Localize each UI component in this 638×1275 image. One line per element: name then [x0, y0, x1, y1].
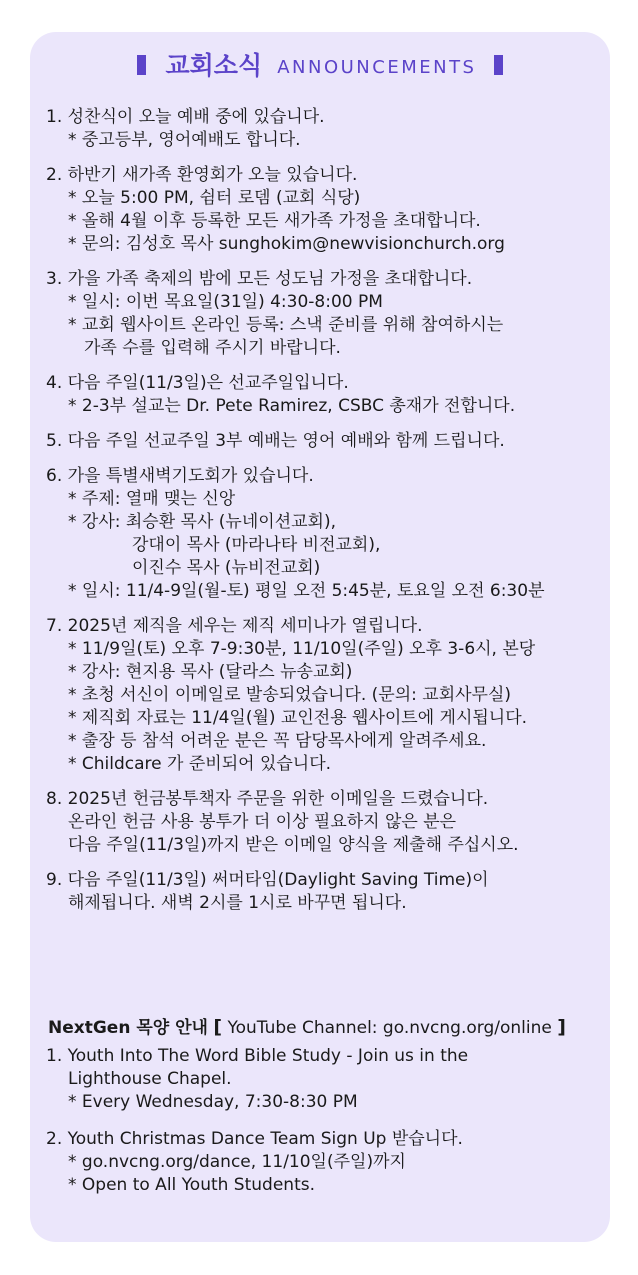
announcement-heading: 9. 다음 주일(11/3일) 써머타임(Daylight Saving Time)이 — [46, 870, 489, 890]
nextgen-item-detail: * Every Wednesday, 7:30-8:30 PM — [68, 1092, 358, 1112]
nextgen-list — [46, 1045, 606, 1211]
section-header — [30, 46, 610, 82]
announcement-detail: * 초청 서신이 이메일로 발송되었습니다. (문의: 교회사무실) — [68, 685, 512, 705]
announcement-detail: * 주제: 열매 맺는 신앙 — [68, 489, 236, 509]
announcement-heading: 8. 2025년 헌금봉투책자 주문을 위한 이메일을 드렸습니다. — [46, 789, 489, 809]
header-bar-right — [494, 55, 503, 75]
announcement-detail-continued: 이진수 목사 (뉴비전교회) — [132, 558, 321, 578]
nextgen-item-detail: * Open to All Youth Students. — [68, 1175, 315, 1195]
announcement-detail: 온라인 헌금 사용 봉투가 더 이상 필요하지 않은 분은 — [68, 812, 457, 832]
announcement-detail: * 제직회 자료는 11/4일(월) 교인전용 웹사이트에 게시됩니다. — [68, 708, 528, 728]
header-title-korean: 교회소식 — [165, 51, 263, 80]
announcement-detail: * Childcare 가 준비되어 있습니다. — [68, 754, 332, 774]
announcement-detail: * 11/9일(토) 오후 7-9:30분, 11/10일(주일) 오후 3-6시, 본당 — [68, 639, 536, 659]
announcement-detail: * 교회 웹사이트 온라인 등록: 스낵 준비를 위해 참여하시는 — [68, 315, 504, 335]
announcement-heading: 6. 가을 특별새벽기도회가 있습니다. — [46, 466, 314, 486]
announcement-detail: * 중고등부, 영어예배도 합니다. — [68, 130, 301, 150]
header-bar-left — [137, 55, 146, 75]
announcement-item — [46, 788, 606, 857]
announcement-heading: 7. 2025년 제직을 세우는 제직 세미나가 열립니다. — [46, 616, 423, 636]
announcement-detail-continued: 가족 수를 입력해 주시기 바랍니다. — [84, 338, 341, 358]
nextgen-heading — [48, 1013, 566, 1038]
announcement-list — [46, 106, 606, 927]
announcement-detail: * 문의: 김성호 목사 sunghokim@newvisionchurch.org — [68, 234, 505, 254]
announcement-detail: * 강사: 현지용 목사 (달라스 뉴송교회) — [68, 662, 353, 682]
announcement-detail: * 강사: 최승환 목사 (뉴네이션교회), — [68, 512, 336, 532]
announcement-detail: * 2-3부 설교는 Dr. Pete Ramirez, CSBC 총재가 전합니다. — [68, 396, 516, 416]
announcement-detail: * 출장 등 참석 어려운 분은 꼭 담당목사에게 알려주세요. — [68, 731, 487, 751]
announcement-heading: 1. 성찬식이 오늘 예배 중에 있습니다. — [46, 107, 325, 127]
header-title-english: ANNOUNCEMENTS — [277, 57, 477, 78]
announcement-item — [46, 268, 606, 360]
nextgen-item-heading: 1. Youth Into The Word Bible Study - Join us in the — [46, 1046, 469, 1066]
announcement-detail: 다음 주일(11/3일)까지 받은 이메일 양식을 제출해 주십시오. — [68, 835, 519, 855]
nextgen-title: NextGen 목양 안내 — [48, 1018, 208, 1038]
announcement-item — [46, 372, 606, 418]
announcement-item — [46, 869, 606, 915]
announcement-detail-continued: 강대이 목사 (마라나타 비전교회), — [132, 535, 381, 555]
announcement-detail: * 일시: 이번 목요일(31일) 4:30-8:00 PM — [68, 292, 383, 312]
bracket-open: [ — [213, 1016, 223, 1038]
announcement-item — [46, 106, 606, 152]
youtube-channel-text: YouTube Channel: go.nvcng.org/online — [227, 1018, 552, 1038]
announcement-heading: 5. 다음 주일 선교주일 3부 예배는 영어 예배와 함께 드립니다. — [46, 431, 505, 451]
announcements-panel — [30, 32, 610, 1242]
announcement-heading: 4. 다음 주일(11/3일)은 선교주일입니다. — [46, 373, 349, 393]
nextgen-item-heading-continued: Lighthouse Chapel. — [68, 1069, 232, 1089]
announcement-detail: * 오늘 5:00 PM, 쉼터 로뎀 (교회 식당) — [68, 188, 361, 208]
nextgen-item — [46, 1045, 606, 1114]
announcement-detail: * 올해 4월 이후 등록한 모든 새가족 가정을 초대합니다. — [68, 211, 481, 231]
nextgen-item — [46, 1128, 606, 1197]
announcement-detail: * 일시: 11/4-9일(월-토) 평일 오전 5:45분, 토요일 오전 6:30분 — [68, 581, 545, 601]
announcement-item — [46, 164, 606, 256]
nextgen-item-detail: * go.nvcng.org/dance, 11/10일(주일)까지 — [68, 1152, 406, 1172]
announcement-item — [46, 465, 606, 603]
announcement-item — [46, 615, 606, 776]
announcement-heading: 3. 가을 가족 축제의 밤에 모든 성도님 가정을 초대합니다. — [46, 269, 473, 289]
nextgen-item-heading: 2. Youth Christmas Dance Team Sign Up 받습니다. — [46, 1129, 463, 1149]
announcement-heading: 2. 하반기 새가족 환영회가 오늘 있습니다. — [46, 165, 358, 185]
announcement-detail: 해제됩니다. 새벽 2시를 1시로 바꾸면 됩니다. — [68, 893, 407, 913]
announcement-item — [46, 430, 606, 453]
bracket-close: ] — [557, 1016, 566, 1038]
